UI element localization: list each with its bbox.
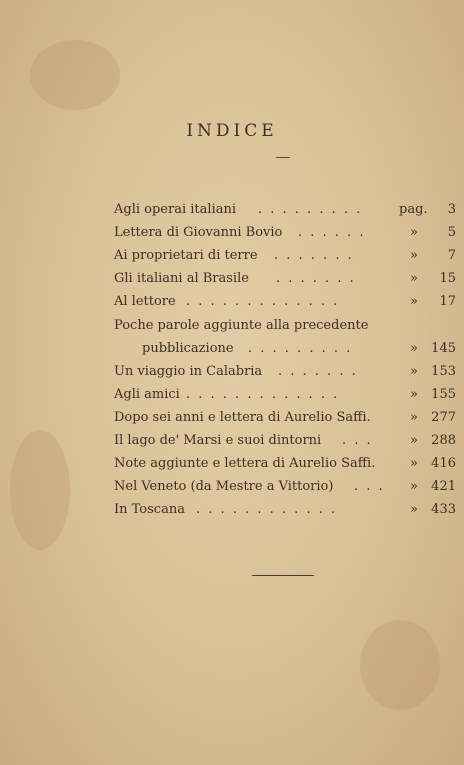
toc-entry [0,453,464,475]
entry-page: 3 [447,202,456,217]
entry-dots: . . . . . . . . . . . . [196,502,338,517]
entry-dots: . . . . . . . . . . . . . [186,294,340,309]
entry-title: Lettera di Giovanni Bovio [114,225,283,240]
entry-marker: » [410,341,418,356]
paper-stain [30,40,120,110]
entry-title: Agli operai italiani [114,202,236,217]
toc-entry [0,499,464,521]
heading-rule [276,157,290,158]
entry-marker: » [410,456,418,471]
entry-title: In Toscana [114,502,185,517]
entry-title: Dopo sei anni e lettera di Aurelio Saffi. [114,410,371,425]
entry-marker: » [410,271,418,286]
entry-marker: » [410,410,418,425]
entry-page: 153 [431,364,456,379]
paper-stain [360,620,440,710]
entry-dots: . . . . . . . [274,248,354,263]
entry-dots: . . . . . . . . . [248,341,353,356]
entry-page: 421 [431,479,456,494]
entry-marker: » [410,225,418,240]
entry-marker: » [410,248,418,263]
toc-entry [0,291,464,313]
entry-page: 15 [439,271,456,286]
entry-marker: pag. [399,202,428,217]
entry-title: Agli amici [114,387,180,402]
entry-marker: » [410,364,418,379]
entry-dots: . . . [354,479,385,494]
toc-entry [0,315,464,337]
toc-entry [0,268,464,290]
entry-dots: . . . . . . . [278,364,358,379]
entry-page: 7 [447,248,456,263]
toc-entry [0,199,464,221]
entry-marker: » [410,502,418,517]
entry-title: Al lettore [114,294,176,309]
toc-entry [0,245,464,267]
entry-title: Nel Veneto (da Mestre a Vittorio) [114,479,334,494]
entry-page: 5 [447,225,456,240]
entry-dots: . . . . . . . [276,271,356,286]
entry-title: Poche parole aggiunte alla precedente [114,318,369,333]
entry-dots: . . . [342,433,373,448]
entry-title: pubblicazione [142,341,234,356]
entry-marker: » [410,479,418,494]
entry-page: 17 [439,294,456,309]
toc-entry [0,384,464,406]
entry-title: Note aggiunte e lettera di Aurelio Saffi. [114,456,376,471]
entry-dots: . . . . . . . . . [258,202,363,217]
entry-title: Un viaggio in Calabria [114,364,263,379]
entry-marker: » [410,294,418,309]
entry-marker: » [410,387,418,402]
toc-entry [0,361,464,383]
bottom-rule [252,575,314,576]
toc-entry [0,222,464,244]
entry-title: Gli italiani al Brasile [114,271,249,286]
entry-page: 145 [431,341,456,356]
entry-page: 433 [431,502,456,517]
entry-page: 155 [431,387,456,402]
entry-title: Il lago de' Marsi e suoi dintorni [114,433,322,448]
index-heading: INDICE [186,121,278,141]
entry-marker: » [410,433,418,448]
toc-entry [0,407,464,429]
entry-page: 416 [431,456,456,471]
entry-title: Ai proprietari di terre [114,248,258,263]
toc-entry [0,338,464,360]
toc-entry [0,476,464,498]
entry-page: 288 [431,433,456,448]
toc-entry [0,430,464,452]
entry-dots: . . . . . . [298,225,366,240]
entry-dots: . . . . . . . . . . . . . [186,387,340,402]
entry-page: 277 [431,410,456,425]
